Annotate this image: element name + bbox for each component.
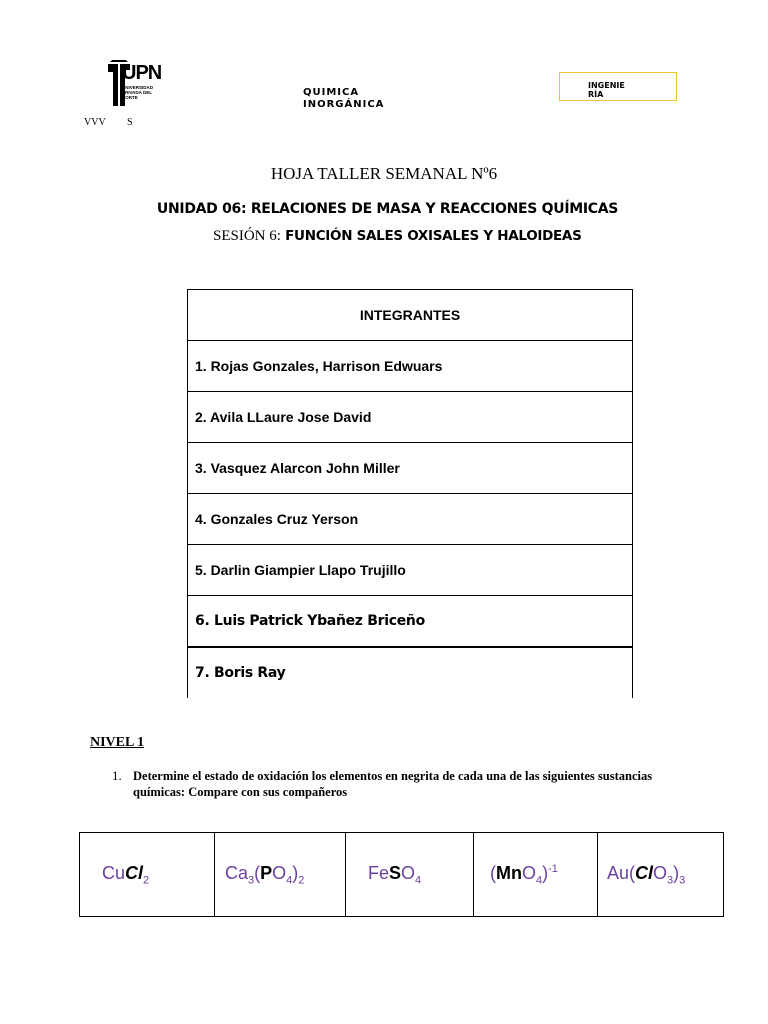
- formula-cell: [474, 833, 598, 917]
- formula-feso4: FeSO$_4$: [368, 862, 422, 887]
- members-header: INTEGRANTES: [188, 290, 633, 341]
- formulas-table: [79, 832, 724, 917]
- question-text: Determine el estado de oxidación los elementos en negrita de cada una de las siguientes sustancias químicas: Compare con sus compañeros: [133, 769, 653, 799]
- member-row: 2. Avila LLaure Jose David: [188, 392, 633, 443]
- faculty-box: [559, 72, 677, 101]
- formula-cell: [598, 833, 724, 917]
- faculty-text: [588, 81, 625, 99]
- member-row: 6. Luis Patrick Ybañez Briceño: [188, 596, 633, 647]
- session-topic: FUNCIÓN SALES OXISALES Y HALOIDEAS: [285, 228, 582, 244]
- header-mark-1: VVV: [84, 117, 106, 128]
- question-number: 1.: [112, 768, 122, 783]
- formula-ca3po42: $Ca_3(PO_4)_2$: [225, 862, 305, 887]
- members-table: [187, 289, 633, 698]
- faculty-line-2: RÍA: [588, 90, 604, 99]
- member-row: 5. Darlin Giampier Llapo Trujillo: [188, 545, 633, 596]
- course-name: [303, 87, 384, 111]
- formula-auclo33: $Au(ClO_3)_3$: [607, 862, 686, 887]
- logo-text: UPN: [122, 62, 162, 84]
- session-title: [213, 227, 582, 245]
- formula-cucl2: CuCl$_2$: [102, 862, 150, 887]
- logo-subtitle: UNIVERSIDAD PRIVADA DEL NORTE: [122, 85, 154, 100]
- page-title: HOJA TALLER SEMANAL Nº6: [270, 164, 498, 183]
- member-row: 1. Rojas Gonzales, Harrison Edwuars: [188, 341, 633, 392]
- level-title: NIVEL 1: [90, 735, 145, 750]
- member-row: 3. Vasquez Alarcon John Miller: [188, 443, 633, 494]
- unit-title: UNIDAD 06: RELACIONES DE MASA Y REACCIONES QUÍMICAS: [156, 201, 619, 217]
- member-row: 4. Gonzales Cruz Yerson: [188, 494, 633, 545]
- course-line-2: INORGÁNICA: [303, 99, 385, 110]
- formula-cell: [215, 833, 346, 917]
- member-row: 7. Boris Ray: [188, 647, 633, 698]
- faculty-line-1: INGENIE: [588, 81, 625, 90]
- formula-mno4: $(MnO_4)^{-1}$: [490, 862, 558, 887]
- course-line-1: QUIMICA: [303, 87, 360, 98]
- header-mark-2: S: [127, 117, 133, 128]
- session-label: SESIÓN 6:: [213, 228, 281, 244]
- formula-cell: [80, 833, 215, 917]
- formula-cell: [346, 833, 474, 917]
